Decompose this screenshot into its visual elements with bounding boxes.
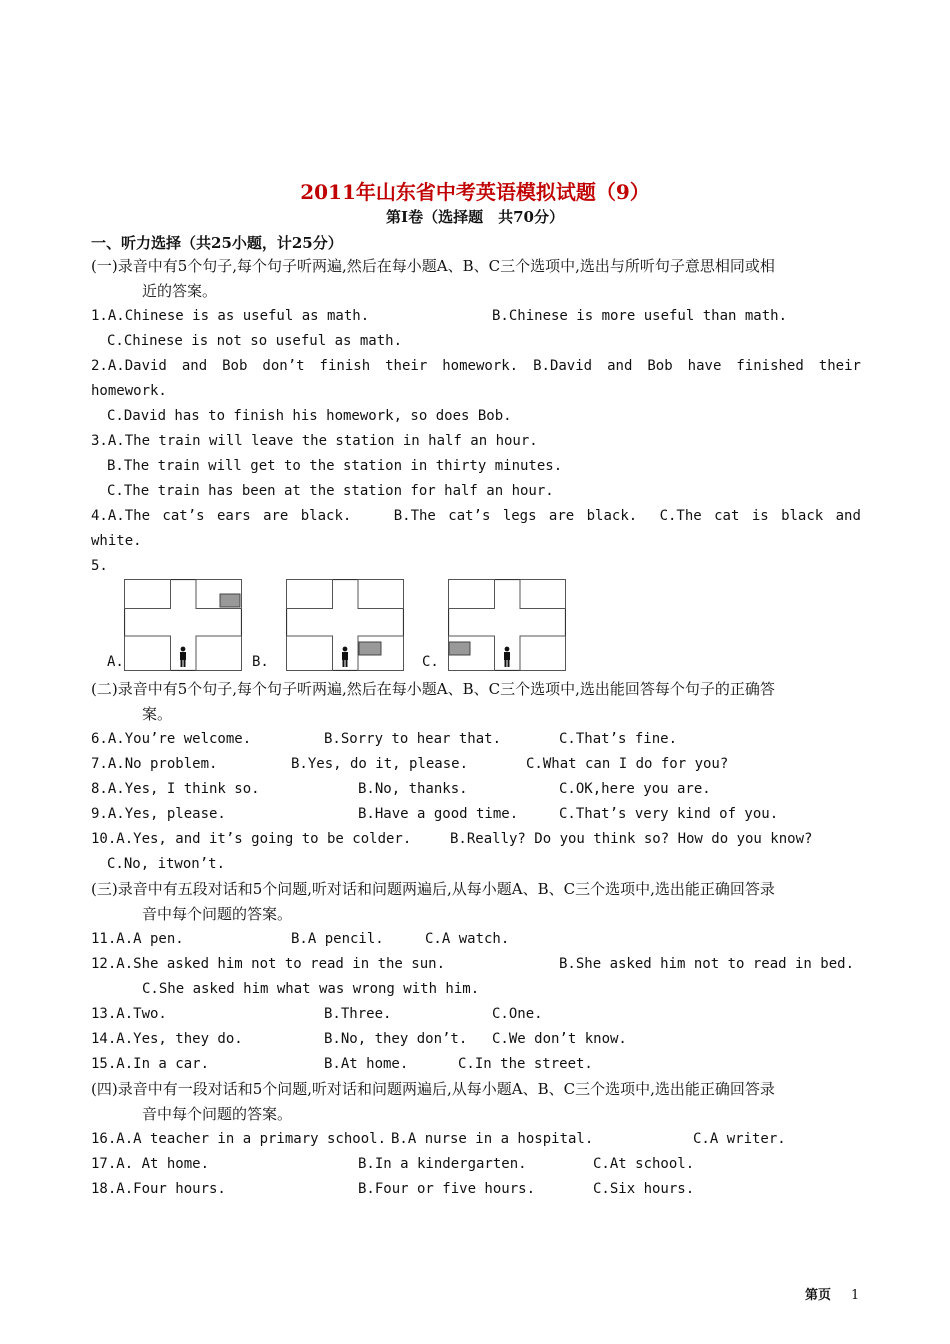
page-number: 1 <box>851 1288 860 1303</box>
q8-option-c: C.OK,here you are. <box>559 781 711 797</box>
q3-option-c: C.The train has been at the station for half an hour. <box>107 483 554 499</box>
q2-word: finished <box>736 358 804 374</box>
q13-option-c: C.One. <box>492 1006 543 1022</box>
question-12 <box>91 952 861 977</box>
q15-option-b: B.At home. <box>324 1056 409 1072</box>
q6-option-b: B.Sorry to hear that. <box>324 731 502 747</box>
q4-word: legs <box>502 508 537 524</box>
q4-word: are <box>263 508 289 524</box>
q9-option-c: C.That’s very kind of you. <box>559 806 779 822</box>
question-15 <box>91 1052 861 1077</box>
q4-word: is <box>751 508 769 524</box>
q5-map-c <box>448 579 566 671</box>
q6-option-c: C.That’s fine. <box>559 731 678 747</box>
question-9 <box>91 802 861 827</box>
q14-option-b: B.No, they don’t. <box>324 1031 468 1047</box>
q4-word: B.The <box>393 508 436 524</box>
q2-word: their <box>818 358 861 374</box>
q4-word: and <box>835 508 861 524</box>
q16-option-c: C.A writer. <box>693 1131 786 1147</box>
part3-instruction: (三)录音中有五段对话和5个问题,听对话和问题两遍后,从每小题A、B、C三个选项中,选出能正确回答录 <box>91 880 775 898</box>
q12-option-b: B.She asked him not to read in bed. <box>559 956 855 972</box>
question-17 <box>91 1152 861 1177</box>
q16-option-a: 16.A.A teacher in a primary school. <box>91 1131 387 1147</box>
q8-option-a: 8.A.Yes, I think so. <box>91 781 260 797</box>
q2-word: and <box>181 358 208 374</box>
q10-option-a: 10.A.Yes, and it’s going to be colder. <box>91 831 412 847</box>
q9-option-b: B.Have a good time. <box>358 806 519 822</box>
q5-option-b-label: B. <box>252 654 269 670</box>
page-subtitle: 第Ⅰ卷（选择题 共70分） <box>386 208 564 226</box>
q1-option-c: C.Chinese is not so useful as math. <box>107 333 403 349</box>
part4-instruction-cont: 音中每个问题的答案。 <box>142 1105 293 1123</box>
q16-option-b: B.A nurse in a hospital. <box>391 1131 594 1147</box>
part3-instruction-cont: 音中每个问题的答案。 <box>142 905 293 923</box>
question-11 <box>91 927 861 952</box>
q4-word: cat <box>714 508 740 524</box>
page-title: 2011年山东省中考英语模拟试题（9） <box>300 180 650 204</box>
q1-option-b: B.Chinese is more useful than math. <box>492 308 788 324</box>
q5-map-options <box>91 579 861 677</box>
question-13 <box>91 1002 861 1027</box>
q15-option-a: 15.A.In a car. <box>91 1056 210 1072</box>
question-14 <box>91 1027 861 1052</box>
question-18 <box>91 1177 861 1202</box>
section-listening-title: 一、听力选择（共25小题，计25分） <box>91 234 343 252</box>
part2-instruction: (二)录音中有5个句子,每个句子听两遍,然后在每小题A、B、C三个选项中,选出能回答每个句子的正确答 <box>91 680 775 698</box>
q15-option-c: C.In the street. <box>458 1056 593 1072</box>
part2-instruction-cont: 案。 <box>142 705 173 723</box>
q4-word: are <box>548 508 575 524</box>
q2-option-c: C.David has to finish his homework, so does Bob. <box>107 408 512 424</box>
q8-option-b: B.No, thanks. <box>358 781 468 797</box>
q4-word: black. <box>586 508 638 524</box>
q4-word: cat’s <box>448 508 491 524</box>
exam-content <box>91 254 861 1202</box>
page-footer <box>805 1284 859 1303</box>
q11-option-c: C.A watch. <box>425 931 510 947</box>
q7-option-b: B.Yes, do it, please. <box>291 756 469 772</box>
q17-option-c: C.At school. <box>593 1156 695 1172</box>
q2-word: their <box>385 358 428 374</box>
q14-option-c: C.We don’t know. <box>492 1031 627 1047</box>
q18-option-b: B.Four or five hours. <box>358 1181 536 1197</box>
question-2 <box>91 354 861 379</box>
part1-instruction: (一)录音中有5个句子,每个句子听两遍,然后在每小题A、B、C三个选项中,选出与所听句子意思相同或相 <box>91 257 775 275</box>
q12-option-c: C.She asked him what was wrong with him. <box>142 981 480 997</box>
q14-option-a: 14.A.Yes, they do. <box>91 1031 243 1047</box>
q10-option-b: B.Really? Do you think so? How do you know? <box>450 831 813 847</box>
question-10 <box>91 827 861 852</box>
q2-word: have <box>687 358 722 374</box>
q13-option-a: 13.A.Two. <box>91 1006 167 1022</box>
question-6 <box>91 727 861 752</box>
q4-line2: white. <box>91 533 142 549</box>
q5-building-c <box>449 642 470 655</box>
q5-option-c-label: C. <box>422 654 439 670</box>
q11-option-b: B.A pencil. <box>291 931 384 947</box>
q2-word: Bob <box>222 358 248 374</box>
q9-option-a: 9.A.Yes, please. <box>91 806 226 822</box>
q4-word: black <box>781 508 824 524</box>
q4-word: black. <box>300 508 352 524</box>
q2-word: finish <box>319 358 371 374</box>
q10-option-c: C.No, itwon’t. <box>107 856 226 872</box>
q2-word: homework. <box>442 358 519 374</box>
q3-option-a: 3.A.The train will leave the station in half an hour. <box>91 433 538 449</box>
part1-instruction-cont: 近的答案。 <box>142 282 218 300</box>
q7-option-c: C.What can I do for you? <box>526 756 729 772</box>
q5-building-a <box>220 594 240 607</box>
q4-word: cat’s <box>162 508 205 524</box>
question-16 <box>91 1127 861 1152</box>
q12-option-a: 12.A.She asked him not to read in the sun. <box>91 956 446 972</box>
q17-option-b: B.In a kindergarten. <box>358 1156 527 1172</box>
q2-word: don’t <box>262 358 305 374</box>
question-1 <box>91 304 861 329</box>
q2-word: and <box>607 358 633 374</box>
q18-option-c: C.Six hours. <box>593 1181 695 1197</box>
q5-option-a-label: A. <box>107 654 124 670</box>
q5-map-a <box>124 579 242 671</box>
q13-option-b: B.Three. <box>324 1006 392 1022</box>
q4-word: C.The <box>659 508 702 524</box>
question-4 <box>91 504 861 529</box>
q7-option-a: 7.A.No problem. <box>91 756 218 772</box>
q5-map-b <box>286 579 404 671</box>
q2-word: B.David <box>533 358 593 374</box>
q2-word: Bob <box>647 358 673 374</box>
q17-option-a: 17.A. At home. <box>91 1156 210 1172</box>
q3-option-b: B.The train will get to the station in thirty minutes. <box>107 458 563 474</box>
part4-instruction: (四)录音中有一段对话和5个问题,听对话和问题两遍后,从每小题A、B、C三个选项中,选出能正确回答录 <box>91 1080 775 1098</box>
question-8 <box>91 777 861 802</box>
q4-word: ears <box>216 508 251 524</box>
q11-option-a: 11.A.A pen. <box>91 931 184 947</box>
q1-option-a: 1.A.Chinese is as useful as math. <box>91 308 370 324</box>
q2-line2: homework. <box>91 383 167 399</box>
page-label: 第页 <box>805 1288 832 1303</box>
q5-building-b <box>359 642 381 655</box>
q18-option-a: 18.A.Four hours. <box>91 1181 226 1197</box>
question-7 <box>91 752 861 777</box>
q5-label: 5. <box>91 558 108 574</box>
q2-word: 2.A.David <box>91 358 167 374</box>
q4-word: 4.A.The <box>91 508 151 524</box>
q6-option-a: 6.A.You’re welcome. <box>91 731 252 747</box>
